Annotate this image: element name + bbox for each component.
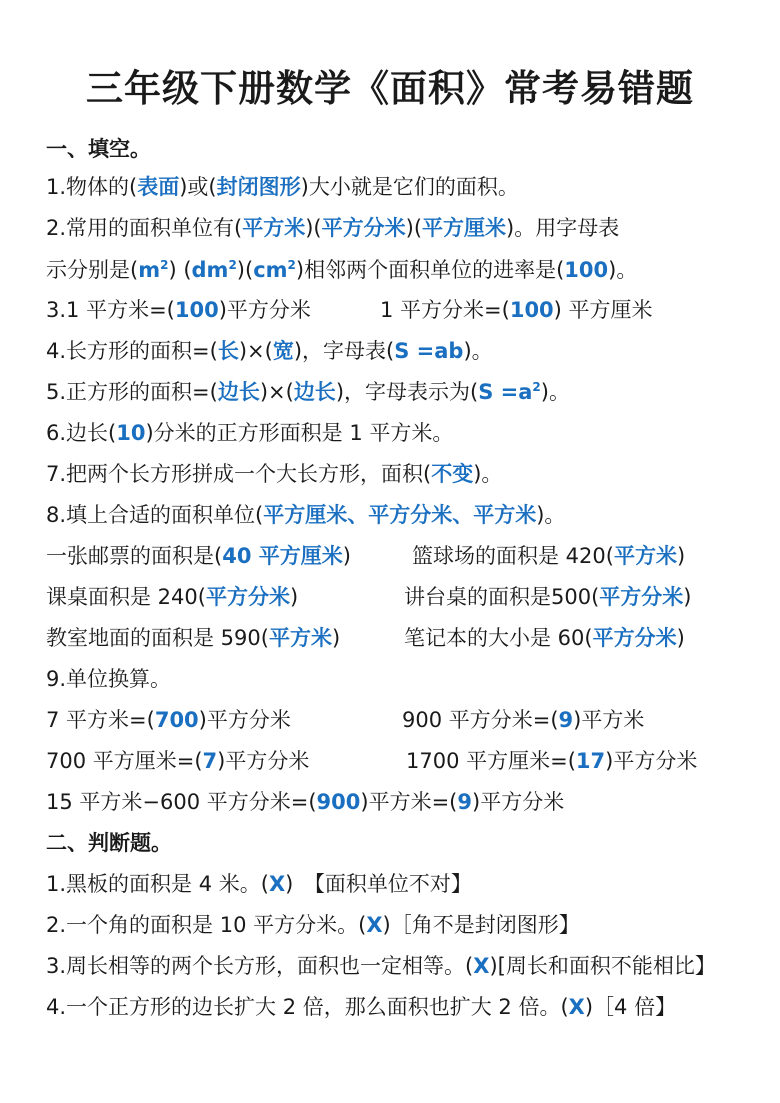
answer: 宽 — [272, 339, 294, 363]
question-2: 2.常用的面积单位有(平方米)(平方分米)(平方厘米)。用字母表 — [46, 216, 620, 240]
answer: 平方分米 — [321, 216, 406, 240]
answer: 9 — [558, 708, 574, 732]
question-8-row-3-right: 笔记本的大小是 60(平方分米) — [404, 626, 685, 650]
question-9-row-2-right: 1700 平方厘米=(17)平方分米 — [406, 749, 698, 773]
answer: 900 — [316, 790, 361, 814]
question-8-row-2-right: 讲台桌的面积是500(平方分米) — [404, 585, 692, 609]
answer: 封闭图形 — [216, 175, 301, 199]
answer: X — [473, 954, 490, 978]
answer: 100 — [509, 298, 554, 322]
judgement-1: 1.黑板的面积是 4 米。(X) 【面积单位不对】 — [46, 872, 472, 896]
answer: 表面 — [137, 175, 180, 199]
answer: 平方分米 — [599, 585, 684, 609]
answer: 平方厘米、平方分米、平方米 — [263, 503, 537, 527]
answer: 不变 — [431, 462, 474, 486]
answer: 长 — [217, 339, 239, 363]
answer: $dm^2$ — [191, 258, 237, 282]
question-8-row-2-left: 课桌面积是 240(平方分米) — [46, 585, 299, 609]
question-8: 8.填上合适的面积单位(平方厘米、平方分米、平方米)。 — [46, 503, 566, 527]
answer: 40 平方厘米 — [222, 544, 343, 568]
answer: 平方米 — [613, 544, 677, 568]
answer: X — [366, 913, 383, 937]
question-4: 4.长方形的面积=(长)×(宽)，字母表(S =ab)。 — [46, 339, 493, 363]
answer: 700 — [154, 708, 199, 732]
question-9: 9.单位换算。 — [46, 667, 172, 691]
section-heading-true-false: 二、判断题。 — [46, 831, 172, 855]
question-7: 7.把两个长方形拼成一个大长方形，面积(不变)。 — [46, 462, 503, 486]
answer: S =ab — [394, 339, 464, 363]
answer: $cm^2$ — [253, 258, 296, 282]
question-8-row-1-right: 篮球场的面积是 420(平方米) — [412, 544, 686, 568]
question-8-row-1-left: 一张邮票的面积是(40 平方厘米) — [46, 544, 351, 568]
judgement-3: 3.周长相等的两个长方形，面积也一定相等。(X)[周长和面积不能相比】 — [46, 954, 716, 978]
answer: 边长 — [293, 380, 336, 404]
question-9-row-2-left: 700 平方厘米=(7)平方分米 — [46, 749, 310, 773]
answer: 平方厘米 — [422, 216, 507, 240]
question-6: 6.边长(10)分米的正方形面积是 1 平方米。 — [46, 421, 454, 445]
question-5: 5.正方形的面积=(边长)×(边长)，字母表示为$(S =a^2)$。 — [46, 380, 570, 404]
answer: X — [568, 995, 585, 1019]
question-8-row-3-left: 教室地面的面积是 590(平方米) — [46, 626, 341, 650]
judgement-4: 4.一个正方形的边长扩大 2 倍，那么面积也扩大 2 倍。(X)［4 倍】 — [46, 995, 677, 1019]
answer: 10 — [116, 421, 146, 445]
answer: 100 — [174, 298, 219, 322]
answer: 7 — [202, 749, 218, 773]
answer: 100 — [564, 258, 609, 282]
question-9-row-1-left: 7 平方米=(700)平方分米 — [46, 708, 291, 732]
question-2-continued: 示分别是$(m^2)$ $(dm^2)(cm^2)$相邻两个面积单位的进率是(100)。 — [46, 258, 638, 282]
question-3-left: 3.1 平方米=(100)平方分米 — [46, 298, 311, 322]
answer: 边长 — [217, 380, 260, 404]
answer: 平方米 — [268, 626, 332, 650]
answer: 平方米 — [242, 216, 306, 240]
page-title: 三年级下册数学《面积》常考易错题 — [86, 67, 694, 110]
section-heading-fill-blank: 一、填空。 — [46, 137, 151, 161]
answer: 平方分米 — [205, 585, 290, 609]
question-9-row-1-right: 900 平方分米=(9)平方米 — [402, 708, 645, 732]
question-9-row-3: 15 平方米−600 平方分米=(900)平方米=(9)平方分米 — [46, 790, 565, 814]
answer: X — [268, 872, 286, 896]
judgement-2: 2.一个角的面积是 10 平方分米。(X)［角不是封闭图形】 — [46, 913, 580, 937]
answer: $S =a^2$ — [478, 380, 541, 404]
question-1: 1.物体的(表面)或(封闭图形)大小就是它们的面积。 — [46, 175, 519, 199]
answer: $m^2$ — [138, 258, 169, 282]
answer: 17 — [575, 749, 606, 773]
answer: 平方分米 — [592, 626, 677, 650]
question-3-right: 1 平方分米=(100) 平方厘米 — [380, 298, 653, 322]
answer: 9 — [457, 790, 472, 814]
